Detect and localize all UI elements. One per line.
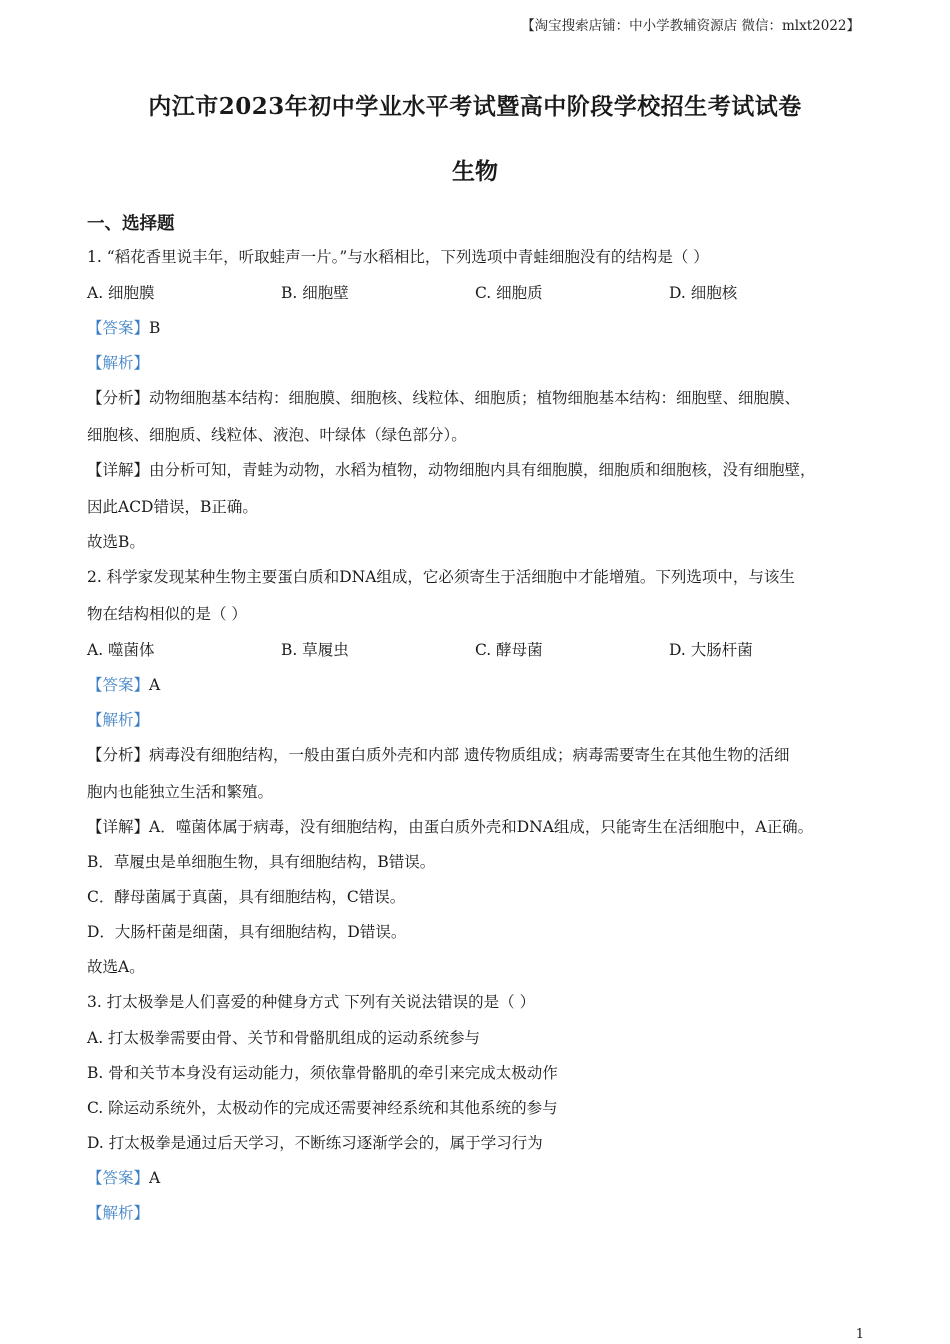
q3-option-b: B. 骨和关节本身没有运动能力，须依靠骨骼肌的牵引来完成太极动作 [87,1064,558,1082]
q1-xiangjie-2: 因此ACD错误，B正确。 [87,498,258,516]
answer-value: B [149,319,161,337]
answer-tag: 【答案】 [87,1169,150,1187]
q2-stem-1: 2. 科学家发现某种生物主要蛋白质和DNA组成，它必须寄生于活细胞中才能增殖。下列选项中，与该生 [87,568,795,586]
page-subtitle: 生物 [452,158,498,185]
q2-fenxi-1 [87,743,789,765]
q2-line-c: C．酵母菌属于真菌，具有细胞结构，C错误。 [87,888,406,906]
fenxi-text: 病毒没有细胞结构，一般由蛋白质外壳和内部 遗传物质组成；病毒需要寄生在其他生物的活细 [149,746,790,764]
q3-answer [87,1166,160,1188]
q1-fenxi-1 [87,386,800,408]
q1-stem: 1. “稻花香里说丰年，听取蛙声一片。”与水稻相比，下列选项中青蛙细胞没有的结构是（ ） [87,248,709,266]
answer-tag: 【答案】 [87,319,150,337]
q1-analysis-tag [87,351,149,373]
q1-option-d: D. 细胞核 [669,284,738,302]
q3-analysis-tag [87,1201,149,1223]
page-title: 内江市2023年初中学业水平考试暨高中阶段学校招生考试试卷 [148,93,802,120]
q2-stem-2: 物在结构相似的是（ ） [87,605,247,623]
fenxi-text: 动物细胞基本结构：细胞膜、细胞核、线粒体、细胞质；植物细胞基本结构：细胞壁、细胞膜、 [149,389,801,407]
answer-value: A [149,676,161,694]
q3-option-a: A. 打太极拳需要由骨、关节和骨骼肌组成的运动系统参与 [87,1029,481,1047]
analysis-tag: 【解析】 [87,711,150,729]
q2-answer [87,673,160,695]
q2-option-d: D. 大肠杆菌 [669,641,753,659]
xiangjie-tag: 【详解】 [87,461,150,479]
q1-option-a: A. 细胞膜 [87,284,155,302]
analysis-tag: 【解析】 [87,354,150,372]
q2-fenxi-2: 胞内也能独立生活和繁殖。 [87,783,274,801]
q2-conclusion: 故选A。 [87,958,145,976]
header-note: 【淘宝搜索店铺：中小学教辅资源店 微信：mlxt2022】 [521,18,860,34]
answer-tag: 【答案】 [87,676,150,694]
fenxi-tag: 【分析】 [87,746,150,764]
q3-option-d: D. 打太极拳是通过后天学习，不断练习逐渐学会的，属于学习行为 [87,1134,543,1152]
xiangjie-tag: 【详解】 [87,818,150,836]
q1-option-b: B. 细胞壁 [281,284,349,302]
q1-option-c: C. 细胞质 [475,284,543,302]
xiangjie-text: 由分析可知，青蛙为动物，水稻为植物，动物细胞内具有细胞膜，细胞质和细胞核，没有细胞壁， [149,461,816,479]
analysis-tag: 【解析】 [87,1204,150,1222]
q3-option-c: C. 除运动系统外，太极动作的完成还需要神经系统和其他系统的参与 [87,1099,558,1117]
answer-value: A [149,1169,161,1187]
q2-line-d: D．大肠杆菌是细菌，具有细胞结构，D错误。 [87,923,407,941]
q2-option-a: A. 噬菌体 [87,641,155,659]
xiangjie-text: A．噬菌体属于病毒，没有细胞结构，由蛋白质外壳和DNA组成，只能寄生在活细胞中，A正确。 [149,818,814,836]
q2-analysis-tag [87,708,149,730]
q2-option-c: C. 酵母菌 [475,641,543,659]
q2-option-b: B. 草履虫 [281,641,349,659]
q1-conclusion: 故选B。 [87,533,145,551]
q1-xiangjie-1 [87,458,816,480]
q1-fenxi-2: 细胞核、细胞质、线粒体、液泡、叶绿体（绿色部分）。 [87,426,467,444]
q1-answer [87,316,160,338]
section-heading: 一、选择题 [87,214,175,234]
fenxi-tag: 【分析】 [87,389,150,407]
page-number: 1 [855,1327,864,1342]
q3-stem: 3. 打太极拳是人们喜爱的种健身方式 下列有关说法错误的是（ ） [87,993,536,1011]
q2-xiangjie-1 [87,815,813,837]
q2-line-b: B．草履虫是单细胞生物，具有细胞结构，B错误。 [87,853,436,871]
